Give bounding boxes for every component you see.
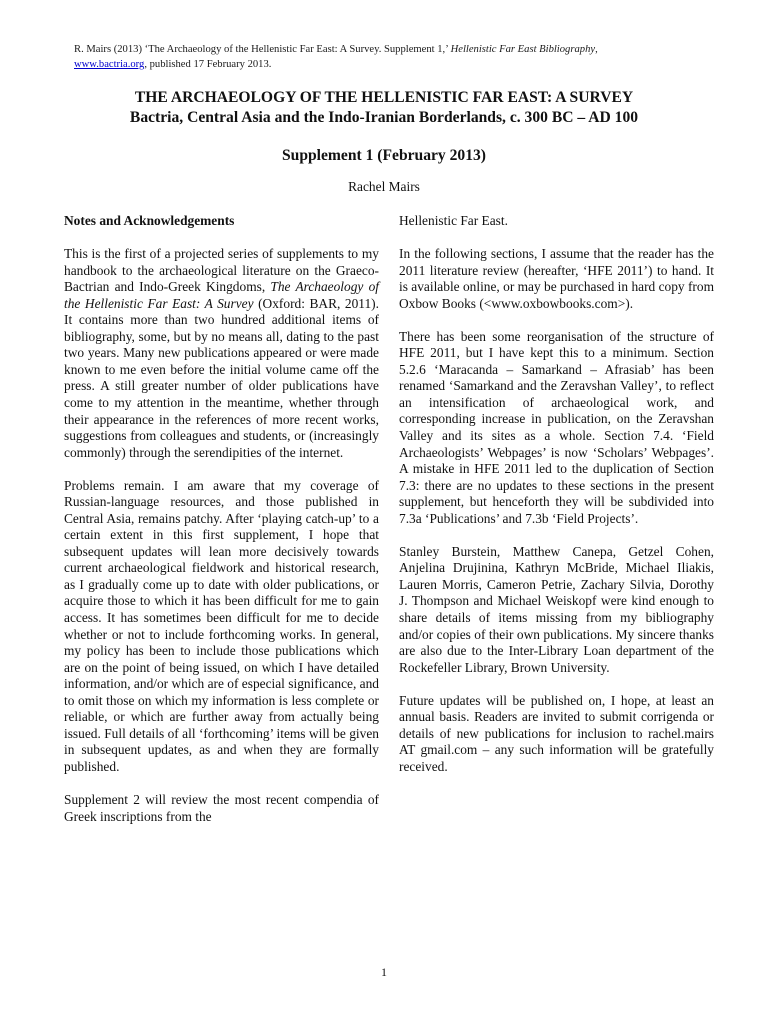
page-number: 1 — [381, 965, 387, 979]
left-column — [64, 213, 379, 842]
author-name: Rachel Mairs — [348, 179, 420, 194]
book-title: The Archaeology of the Hellenistic Far East: A Survey — [64, 279, 379, 311]
paragraph-acknowledgements: Stanley Burstein, Matthew Canepa, Getzel Cohen, Anjelina Drujinina, Kathryn McBride, Michael Iliakis, Lauren Morris, Cameron Petrie, Zachary Silvia, Dorothy J. Thompson and Michael Weiskopf were kind enough to share details of items missing from my bibliography and/or copies of their own publications. My sincere thanks are also due to the Inter-Library Loan department of the Rockefeller Library, Brown University. — [399, 543, 714, 675]
citation-series: Hellenistic Far East Bibliography — [450, 44, 596, 55]
intro-text-a: This is the first of a projected series of supplements to my handbook to the archaeological literature on the Graeco-Bactrian and Indo-Greek Kingdoms, — [64, 246, 379, 295]
section-heading: Notes and Acknowledgements — [64, 213, 235, 228]
intro-text-b: (Oxford: BAR, 2011). It contains more than two hundred additional items of bibliography, some, but by no means all, dating to the past two years. Many new publications appeared or were made known to me even before the initial volume came off the press. A still greater number of older publications have come to my attention in the meantime, whether through their appearance in the references of more recent works, suggestions from colleagues and students, or (increasingly commonly) through the serendipities of the internet. — [64, 295, 379, 460]
citation-header — [74, 42, 714, 72]
paragraph-reorganisation: There has been some reorganisation of the structure of HFE 2011, but I have kept this to a minimum. Section 5.2.6 ‘Maracanda – Samarkand – Afrasiab’ has been renamed ‘Samarkand and the Zeravshan Valley’, to reflect an intensification of archaeological work, and corresponding increase in publication, on the Zeravshan Valley and its sites as a whole. Section 7.4. ‘Field Archaeologists’ Webpages’ is now ‘Scholars’ Webpages’. A mistake in HFE 2011 led to the duplication of Section 7.3: there are no updates to these sections in the present supplement, but henceforth they will be subdivided into 7.3a ‘Publications’ and 7.3b ‘Field Projects’. — [399, 328, 714, 526]
right-column — [399, 213, 714, 792]
supplement-title: Supplement 1 (February 2013) — [281, 147, 486, 164]
citation-text: R. Mairs (2013) ‘The Archaeology of the Hellenistic Far East: A Survey. Supplement 1,’ — [74, 44, 451, 55]
citation-separator: , — [595, 44, 598, 55]
document-subtitle: Bactria, Central Asia and the Indo-Iranian Borderlands, c. 300 BC – AD 100 — [129, 109, 639, 126]
paragraph-future-updates: Future updates will be published on, I hope, at least an annual basis. Readers are invited to submit corrigenda or details of new publications for inclusion to rachel.mairs AT gmail.com – any such information will be gratefully received. — [399, 692, 714, 774]
bactria-link[interactable]: www.bactria.org — [74, 59, 145, 70]
paragraph-supplement-2: Supplement 2 will review the most recent compendia of Greek inscriptions from the — [64, 792, 379, 824]
paragraph-intro — [64, 246, 379, 461]
paragraph-problems: Problems remain. I am aware that my coverage of Russian-language resources, and those published in Central Asia, remains patchy. After ‘playing catch-up’ to a certain extent in this first supplement, I hope that subsequent updates will lean more decisively towards current archaeological fieldwork and historical research, as I gradually come up to date with older publications, or acquire those to which it has been difficult for me to gain access. It has sometimes been difficult for me to decide whether or not to include forthcoming works. In general, my policy has been to include those publications which are on the point of being issued, on which I have detailed information, and/or which are of especial significance, and to omit those on which my information is less complete or reliable, or which are further away from actually being issued. Full details of all ‘forthcoming’ items will be given in subsequent updates, as and when they are formally published. — [64, 477, 379, 774]
paragraph-following-sections: In the following sections, I assume that the reader has the 2011 literature review (hereafter, ‘HFE 2011’) to hand. It is available online, or may be purchased in hard copy from Oxbow Books (<www.oxbowbooks.com>). — [399, 246, 714, 311]
paragraph-continuation: Hellenistic Far East. — [399, 213, 508, 228]
citation-published: , published 17 February 2013. — [144, 59, 272, 70]
document-title: THE ARCHAEOLOGY OF THE HELLENISTIC FAR EAST: A SURVEY — [134, 89, 634, 106]
